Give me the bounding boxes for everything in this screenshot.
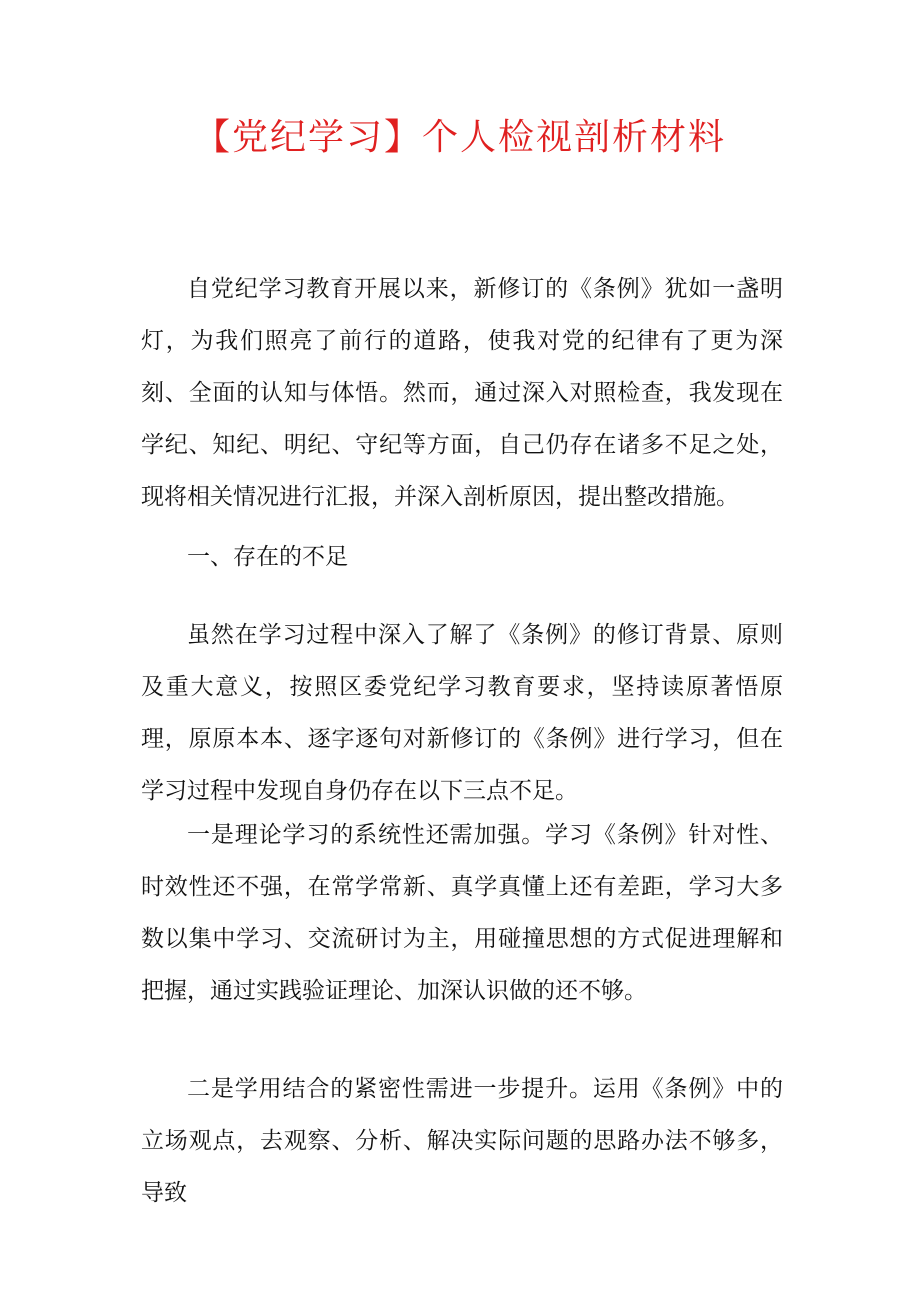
point-one-paragraph: 一是理论学习的系统性还需加强。学习《条例》针对性、时效性还不强，在常学常新、真学真懂上还有差距，学习大多数以集中学习、交流研讨为主，用碰撞思想的方式促进理解和把握，通过实践验证理论、加深认识做的还不够。	[141, 822, 783, 1004]
intro-paragraph: 自党纪学习教育开展以来，新修订的《条例》犹如一盏明灯，为我们照亮了前行的道路，使我对党的纪律有了更为深刻、全面的认知与体悟。然而，通过深入对照检查，我发现在学纪、知纪、明纪、守纪等方面，自己仍存在诸多不足之处，现将相关情况进行汇报，并深入剖析原因，提出整改措施。	[141, 276, 783, 510]
point-two-paragraph: 二是学用结合的紧密性需进一步提升。运用《条例》中的立场观点，去观察、分析、解决实际问题的思路办法不够多，导致	[141, 1076, 783, 1206]
section-intro-paragraph: 虽然在学习过程中深入了解了《条例》的修订背景、原则及重大意义，按照区委党纪学习教育要求，坚持读原著悟原理，原原本本、逐字逐句对新修订的《条例》进行学习，但在学习过程中发现自身仍存在以下三点不足。	[141, 622, 783, 804]
document-title: 【党纪学习】个人检视剖析材料	[193, 117, 726, 158]
section-heading-shortcomings: 一、存在的不足	[187, 544, 348, 570]
